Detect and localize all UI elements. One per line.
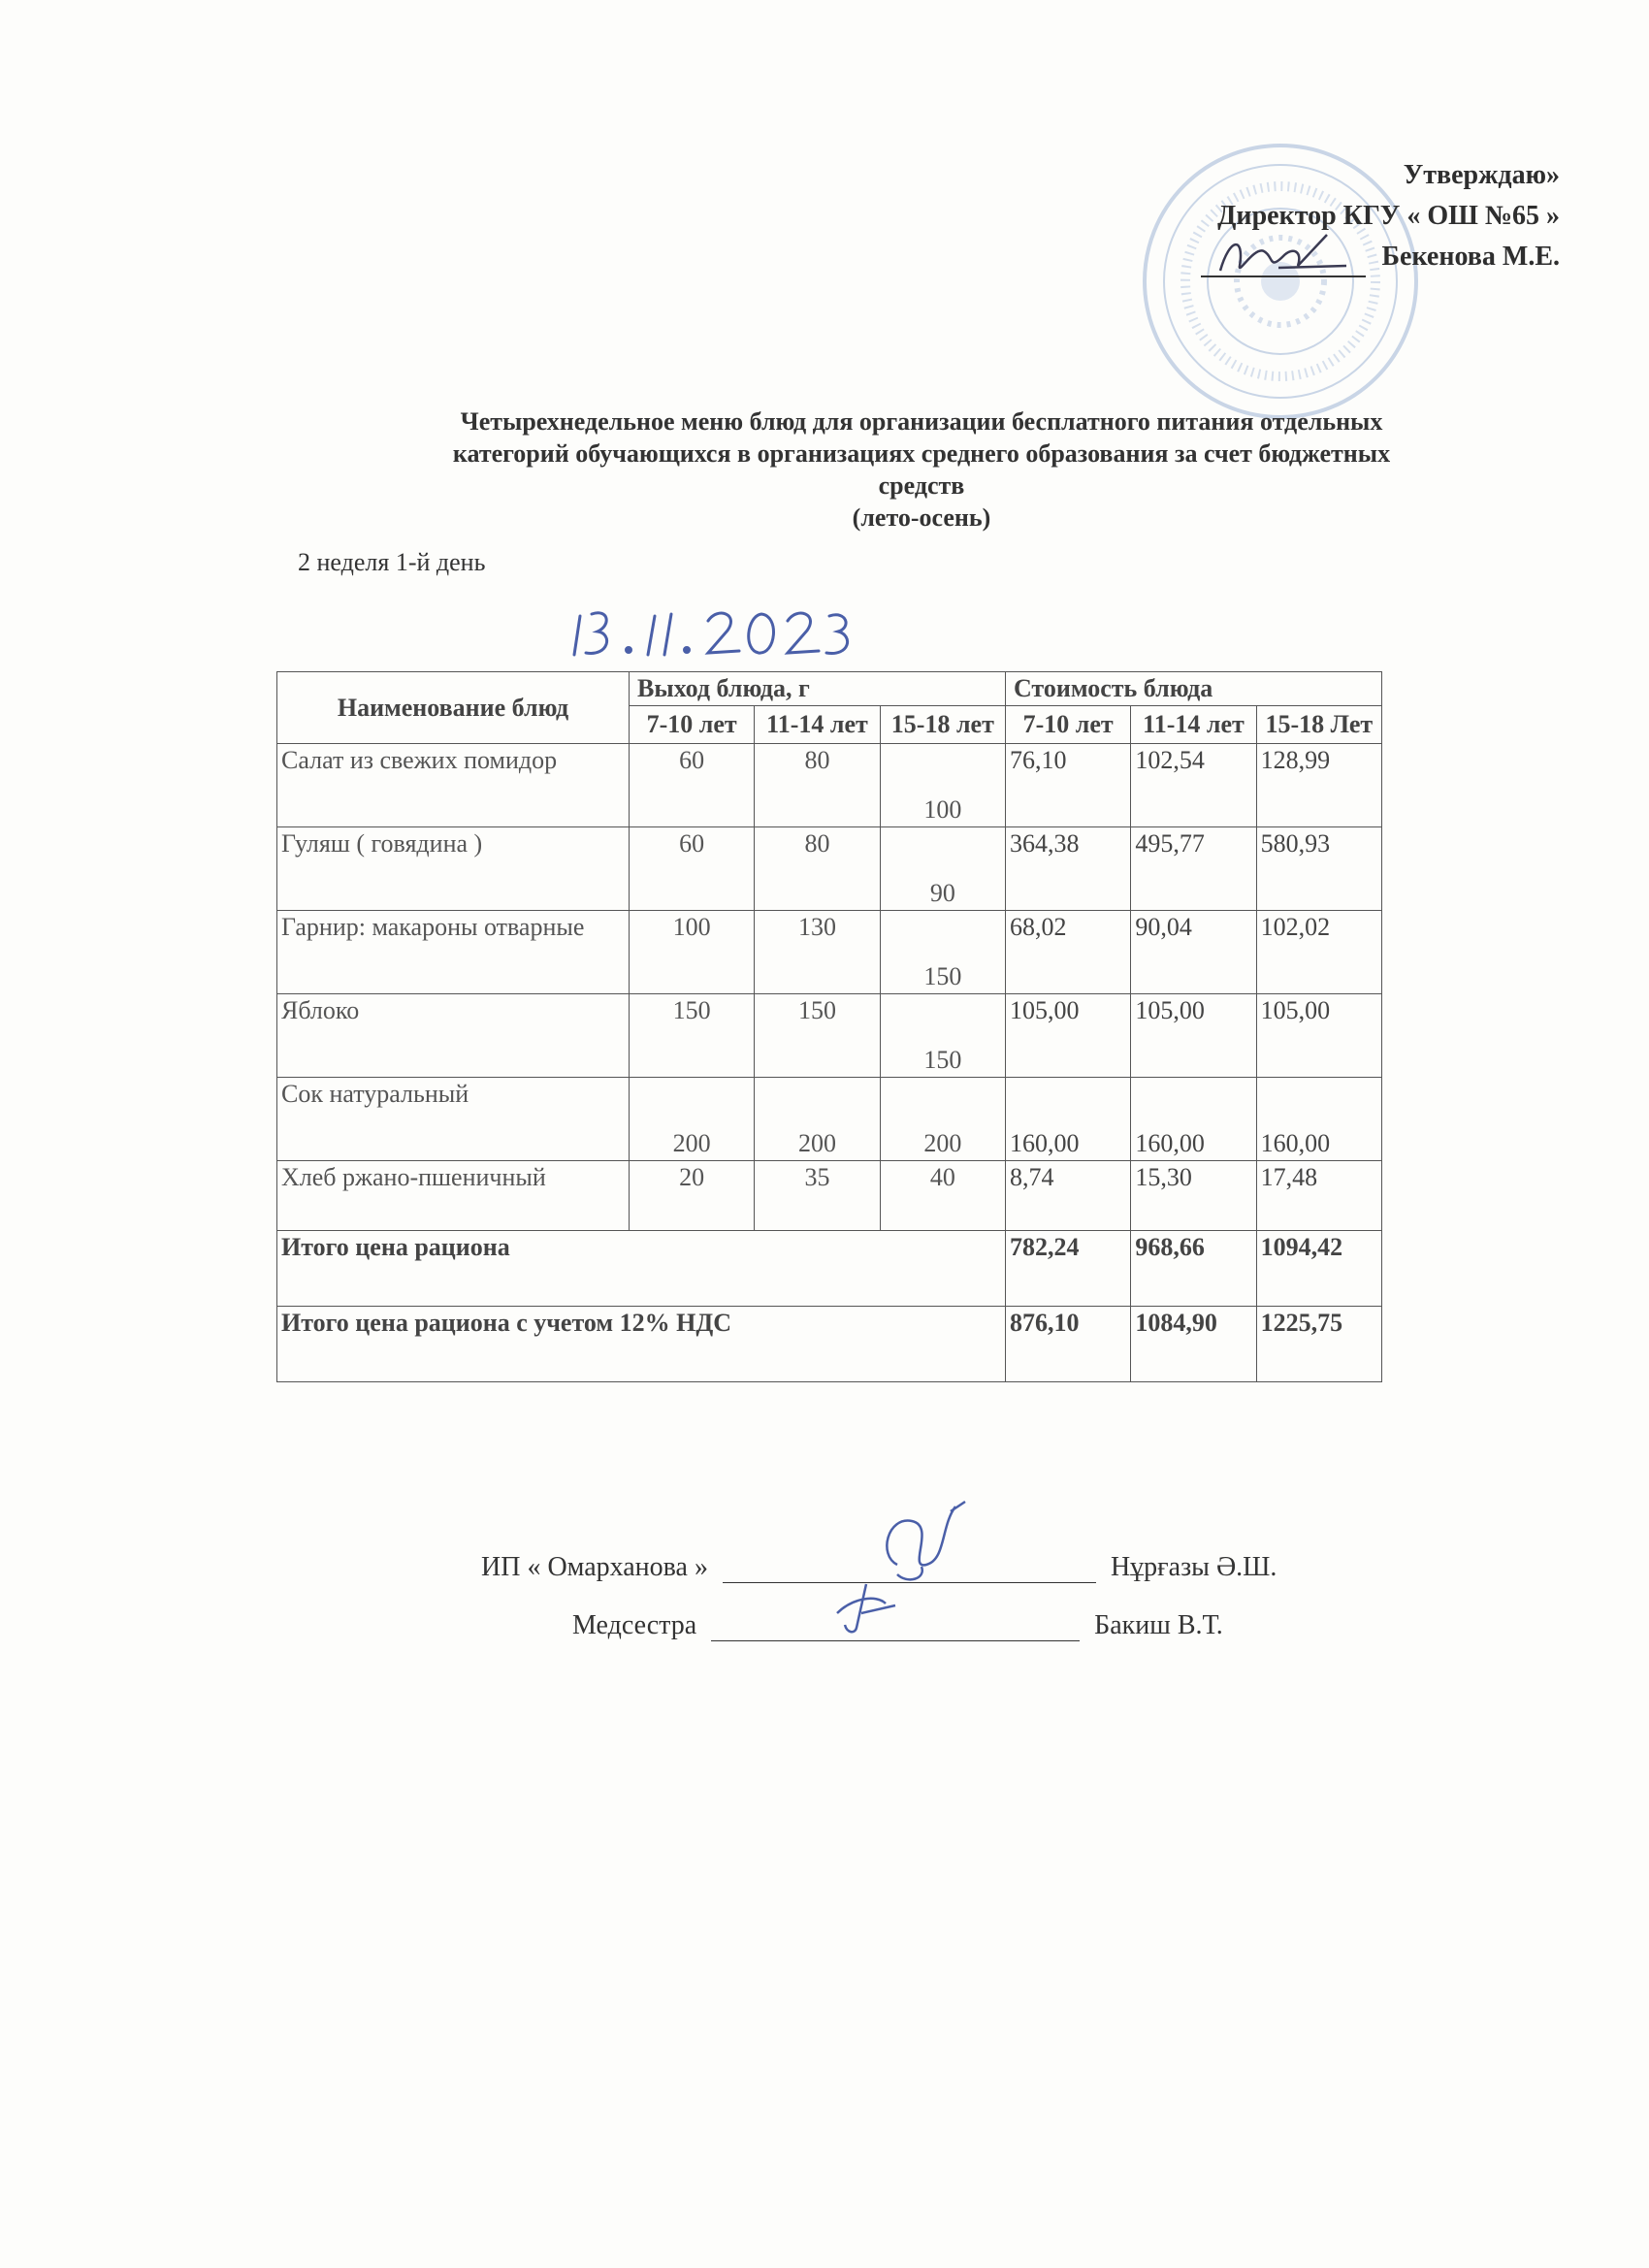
approval-line2: Директор КГУ « ОШ №65 » — [1217, 201, 1560, 231]
table-row — [277, 1078, 1382, 1161]
yield-cell: 60 — [630, 744, 755, 827]
cost-cell: 160,00 — [1131, 1078, 1256, 1161]
cost-cell: 76,10 — [1005, 744, 1130, 827]
nurse-label: Медсестра — [572, 1610, 697, 1640]
approval-line1: Утверждаю» — [1403, 160, 1560, 190]
yield-cell: 200 — [880, 1078, 1005, 1161]
yield-cell: 150 — [630, 994, 755, 1078]
cost-cell: 128,99 — [1256, 744, 1381, 827]
yield-cell: 150 — [755, 994, 880, 1078]
table-row — [277, 994, 1382, 1078]
yield-cell: 200 — [755, 1078, 880, 1161]
header-yield-age: 11-14 лет — [755, 706, 880, 744]
yield-cell: 100 — [880, 744, 1005, 827]
yield-cell: 80 — [755, 827, 880, 911]
cost-cell: 105,00 — [1256, 994, 1381, 1078]
cost-cell: 17,48 — [1256, 1161, 1381, 1231]
yield-cell: 150 — [880, 911, 1005, 994]
yield-cell: 150 — [880, 994, 1005, 1078]
nurse-name: Бакиш В.Т. — [1094, 1610, 1223, 1640]
title-line4: (лето-осень) — [852, 503, 991, 532]
total-vat-row — [277, 1307, 1382, 1382]
table-row — [277, 744, 1382, 827]
nurse-signature — [827, 1574, 915, 1642]
total-cost-cell: 1094,42 — [1256, 1231, 1381, 1307]
table-row — [277, 827, 1382, 911]
document-title — [291, 405, 1552, 534]
cost-cell: 160,00 — [1256, 1078, 1381, 1161]
week-day-label: 2 неделя 1-й день — [298, 548, 486, 576]
cost-cell: 102,02 — [1256, 911, 1381, 994]
dish-name: Салат из свежих помидор — [277, 744, 630, 827]
handwritten-date — [572, 597, 863, 664]
nurse-signature-row — [572, 1610, 1223, 1641]
yield-cell: 80 — [755, 744, 880, 827]
yield-cell: 60 — [630, 827, 755, 911]
header-cost: Стоимость блюда — [1005, 672, 1381, 706]
total-row — [277, 1231, 1382, 1307]
cost-cell: 580,93 — [1256, 827, 1381, 911]
dish-name: Яблоко — [277, 994, 630, 1078]
supplier-name: Нұрғазы Ә.Ш. — [1110, 1552, 1277, 1582]
total-cost-cell: 782,24 — [1005, 1231, 1130, 1307]
title-line2: категорий обучающихся в организациях среднего образования за счет бюджетных — [452, 439, 1391, 468]
yield-cell: 200 — [630, 1078, 755, 1161]
table-row — [277, 911, 1382, 994]
total-vat-cost-cell: 876,10 — [1005, 1307, 1130, 1382]
total-vat-cost-cell: 1084,90 — [1131, 1307, 1256, 1382]
cost-cell: 102,54 — [1131, 744, 1256, 827]
yield-cell: 130 — [755, 911, 880, 994]
title-line3: средств — [878, 471, 965, 500]
cost-cell: 8,74 — [1005, 1161, 1130, 1231]
header-yield-age: 7-10 лет — [630, 706, 755, 744]
total-label: Итого цена рациона — [277, 1231, 1006, 1307]
cost-cell: 68,02 — [1005, 911, 1130, 994]
title-line1: Четырехнедельное меню блюд для организации бесплатного питания отдельных — [460, 407, 1383, 436]
cost-cell: 495,77 — [1131, 827, 1256, 911]
cost-cell: 364,38 — [1005, 827, 1130, 911]
director-signature — [1211, 227, 1356, 285]
nurse-signature-line — [711, 1613, 1080, 1641]
dish-name: Гарнир: макароны отварные — [277, 911, 630, 994]
yield-cell: 100 — [630, 911, 755, 994]
table-header-row — [277, 672, 1382, 706]
yield-cell: 40 — [880, 1161, 1005, 1231]
header-cost-age: 11-14 лет — [1131, 706, 1256, 744]
menu-table — [276, 671, 1382, 1382]
yield-cell: 35 — [755, 1161, 880, 1231]
cost-cell: 105,00 — [1005, 994, 1130, 1078]
table-row — [277, 1161, 1382, 1231]
cost-cell: 105,00 — [1131, 994, 1256, 1078]
total-cost-cell: 968,66 — [1131, 1231, 1256, 1307]
header-dish-name: Наименование блюд — [277, 672, 630, 744]
header-yield: Выход блюда, г — [630, 672, 1006, 706]
header-yield-age: 15-18 лет — [880, 706, 1005, 744]
approval-block — [1201, 155, 1560, 277]
dish-name: Хлеб ржано-пшеничный — [277, 1161, 630, 1231]
yield-cell: 90 — [880, 827, 1005, 911]
header-cost-age: 15-18 Лет — [1256, 706, 1381, 744]
dish-name: Гуляш ( говядина ) — [277, 827, 630, 911]
total-vat-cost-cell: 1225,75 — [1256, 1307, 1381, 1382]
supplier-label: ИП « Омарханова » — [481, 1552, 708, 1582]
cost-cell: 160,00 — [1005, 1078, 1130, 1161]
yield-cell: 20 — [630, 1161, 755, 1231]
cost-cell: 15,30 — [1131, 1161, 1256, 1231]
approval-line3: Бекенова М.Е. — [1381, 242, 1560, 272]
director-signature-line — [1201, 248, 1366, 277]
total-vat-label: Итого цена рациона с учетом 12% НДС — [277, 1307, 1006, 1382]
cost-cell: 90,04 — [1131, 911, 1256, 994]
dish-name: Сок натуральный — [277, 1078, 630, 1161]
header-cost-age: 7-10 лет — [1005, 706, 1130, 744]
